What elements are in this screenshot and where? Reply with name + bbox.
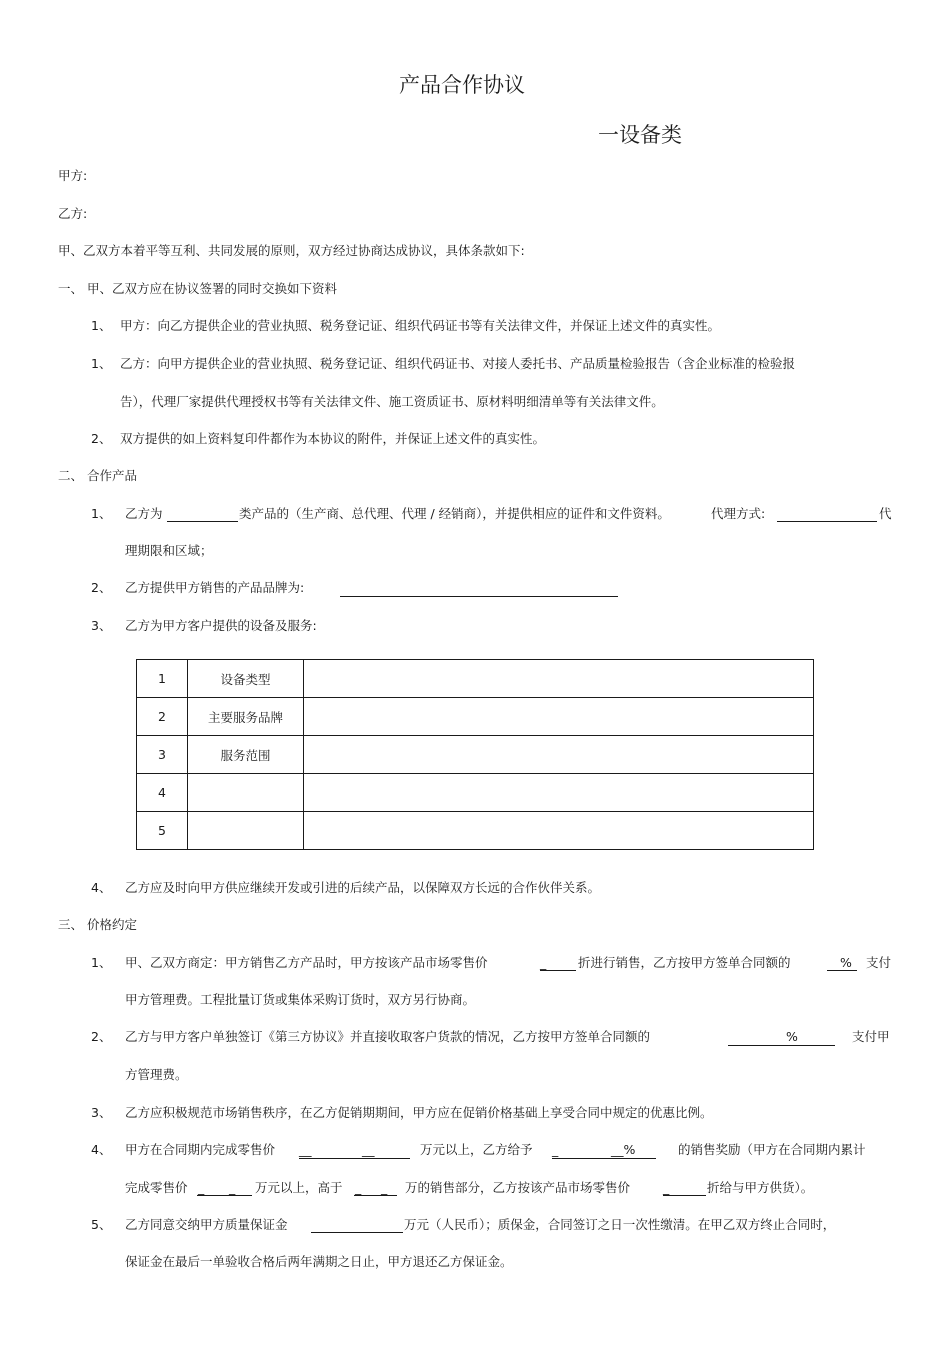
s3-item-3-num: 3、: [91, 1105, 112, 1120]
table-row-value[interactable]: [304, 812, 814, 850]
s3-item-4-text-c: 的销售奖励（甲方在合同期内累计: [678, 1142, 866, 1157]
s2-item-3-text: 乙方为甲方客户提供的设备及服务:: [125, 618, 317, 633]
s3-item-1-text-b: 折进行销售，乙方按甲方签单合同额的: [578, 955, 791, 970]
s3-exceed-blank[interactable]: [354, 1195, 397, 1196]
s3-cumulative-blank[interactable]: [197, 1195, 252, 1196]
party-a-label: 甲方:: [58, 168, 88, 183]
s1-item-1-num: 1、: [91, 318, 112, 333]
s2-item-2-num: 2、: [91, 580, 112, 595]
s2-item-1-text-c: 代理方式:: [711, 506, 766, 521]
s3-discount-field[interactable]: _: [540, 955, 547, 970]
s3-item-2-text-a: 乙方与甲方客户单独签订《第三方协议》并直接收取客户货款的情况，乙方按甲方签单合同额的: [125, 1029, 651, 1044]
table-row: [137, 774, 814, 812]
s3-item-5-num: 5、: [91, 1217, 112, 1232]
s2-brand-blank[interactable]: [340, 596, 618, 597]
s2-product-type-blank[interactable]: [167, 521, 238, 522]
s3-item-5-text-a: 乙方同意交纳甲方质量保证金: [125, 1217, 288, 1232]
s1-item-1-text: 甲方：向乙方提供企业的营业执照、税务登记证、组织代码证书等有关法律文件，并保证上述文件的真实性。: [120, 318, 721, 333]
s3-fee-pct-blank[interactable]: [827, 970, 857, 971]
s3-supply-discount-field[interactable]: _: [663, 1180, 670, 1195]
s1-item-2-cont: 告），代理厂家提供代理授权书等有关法律文件、施工资质证书、原材料明细清单等有关法律文件。: [120, 394, 664, 409]
table-row-label[interactable]: [188, 812, 304, 850]
s3-exceed-field-1[interactable]: _: [355, 1180, 362, 1195]
table-row-value[interactable]: [304, 660, 814, 698]
s1-item-3-text: 双方提供的如上资料复印件都作为本协议的附件，并保证上述文件的真实性。: [120, 431, 546, 446]
s3-item-5-cont: 保证金在最后一单验收合格后两年满期之日止，甲方退还乙方保证金。: [125, 1254, 513, 1269]
section-3-heading: 三、 价格约定: [58, 917, 137, 932]
s2-item-1-num: 1、: [91, 506, 112, 521]
s3-cumulative-field-1[interactable]: _: [198, 1180, 205, 1195]
s3-item-2-text-c: 支付甲: [852, 1029, 890, 1044]
table-row-no: 4: [137, 774, 188, 812]
s1-item-2-num: 1、: [91, 356, 112, 371]
s2-item-4-num: 4、: [91, 880, 112, 895]
s3-item-4-text-a: 甲方在合同期内完成零售价: [125, 1142, 276, 1157]
table-row-no: 2: [137, 698, 188, 736]
page-subtitle: 一设备类: [598, 123, 682, 147]
s3-supply-discount-blank[interactable]: [663, 1195, 706, 1196]
s3-retail-target-field-2[interactable]: __: [362, 1142, 375, 1157]
s3-item-5-text-b: 万元（人民币）；质保金，合同签订之日一次性缴清。在甲乙双方终止合同时，: [404, 1217, 836, 1232]
s3-retail-target-field-1[interactable]: __: [299, 1142, 312, 1157]
s2-item-4-text: 乙方应及时向甲方供应继续开发或引进的后续产品，以保障双方长远的合作伙伴关系。: [125, 880, 601, 895]
s3-item-2-pct: %: [786, 1029, 798, 1044]
s2-item-1-cont: 理期限和区域；: [125, 543, 213, 558]
table-row: [137, 736, 814, 774]
s3-retail-target-blank[interactable]: [299, 1158, 410, 1159]
table-row-no: 3: [137, 736, 188, 774]
s3-item-4-text-h: 折给与甲方供货）。: [707, 1180, 814, 1195]
table-row: [137, 660, 814, 698]
table-row-label: 服务范围: [188, 736, 304, 774]
s3-item-1-num: 1、: [91, 955, 112, 970]
s3-item-1-text-c: 支付: [866, 955, 892, 970]
section-2-heading: 二、 合作产品: [58, 468, 137, 483]
s2-item-2-text: 乙方提供甲方销售的产品品牌为:: [125, 580, 305, 595]
s3-item-4-text-e: 万元以上，高于: [255, 1180, 343, 1195]
s3-item-4-num: 4、: [91, 1142, 112, 1157]
s3-item-1-cont: 甲方管理费。工程批量订货或集体采购订货时，双方另行协商。: [125, 992, 476, 1007]
page-title: 产品合作协议: [399, 73, 525, 97]
table-row-value[interactable]: [304, 698, 814, 736]
s2-item-1-text-b: 类产品的（生产商、总代理、代理 / 经销商），并提供相应的证件和文件资料。: [239, 506, 670, 521]
table-row-label: 设备类型: [188, 660, 304, 698]
s2-agency-mode-blank[interactable]: [777, 521, 877, 522]
s3-item-2-cont: 方管理费。: [125, 1067, 188, 1082]
s3-item-4-text-d: 完成零售价: [125, 1180, 188, 1195]
s1-item-2-text: 乙方：向甲方提供企业的营业执照、税务登记证、组织代码证书、对接人委托书、产品质量检验报告（含企业标准的检验报: [120, 356, 796, 371]
s2-item-1-text-a: 乙方为: [125, 506, 163, 521]
s2-item-3-num: 3、: [91, 618, 112, 633]
table-row-value[interactable]: [304, 774, 814, 812]
s3-third-party-pct-blank[interactable]: [728, 1045, 835, 1046]
table-row-no: 1: [137, 660, 188, 698]
s2-item-1-text-d: 代: [879, 506, 892, 521]
s3-reward-field-1[interactable]: _: [552, 1142, 559, 1157]
s3-item-2-num: 2、: [91, 1029, 112, 1044]
table-row-label[interactable]: [188, 774, 304, 812]
table-row: [137, 698, 814, 736]
s3-cumulative-field-2[interactable]: _: [229, 1180, 236, 1195]
intro-text: 甲、乙双方本着平等互利、共同发展的原则，双方经过协商达成协议，具体条款如下:: [58, 243, 525, 258]
s3-item-4-text-b: 万元以上，乙方给予: [420, 1142, 533, 1157]
party-b-label: 乙方:: [58, 206, 88, 221]
s3-item-1-pct: %: [840, 955, 852, 970]
table-row-value[interactable]: [304, 736, 814, 774]
table-row-no: 5: [137, 812, 188, 850]
section-1-heading: 一、 甲、乙双方应在协议签署的同时交换如下资料: [58, 281, 337, 296]
equipment-service-table: [136, 659, 814, 850]
table-row-label: 主要服务品牌: [188, 698, 304, 736]
s3-item-4-text-g: 万的销售部分，乙方按该产品市场零售价: [405, 1180, 631, 1195]
table-row: [137, 812, 814, 850]
s3-exceed-field-2[interactable]: _: [381, 1180, 388, 1195]
s3-reward-field-2[interactable]: __%: [611, 1142, 636, 1157]
s3-reward-blank[interactable]: [552, 1158, 656, 1159]
s3-deposit-blank[interactable]: [311, 1232, 403, 1233]
s3-discount-blank[interactable]: [540, 970, 576, 971]
s3-item-3-text: 乙方应积极规范市场销售秩序，在乙方促销期期间，甲方应在促销价格基础上享受合同中规定的优惠比例。: [125, 1105, 713, 1120]
s1-item-3-num: 2、: [91, 431, 112, 446]
s3-item-1-text-a: 甲、乙双方商定：甲方销售乙方产品时，甲方按该产品市场零售价: [125, 955, 488, 970]
